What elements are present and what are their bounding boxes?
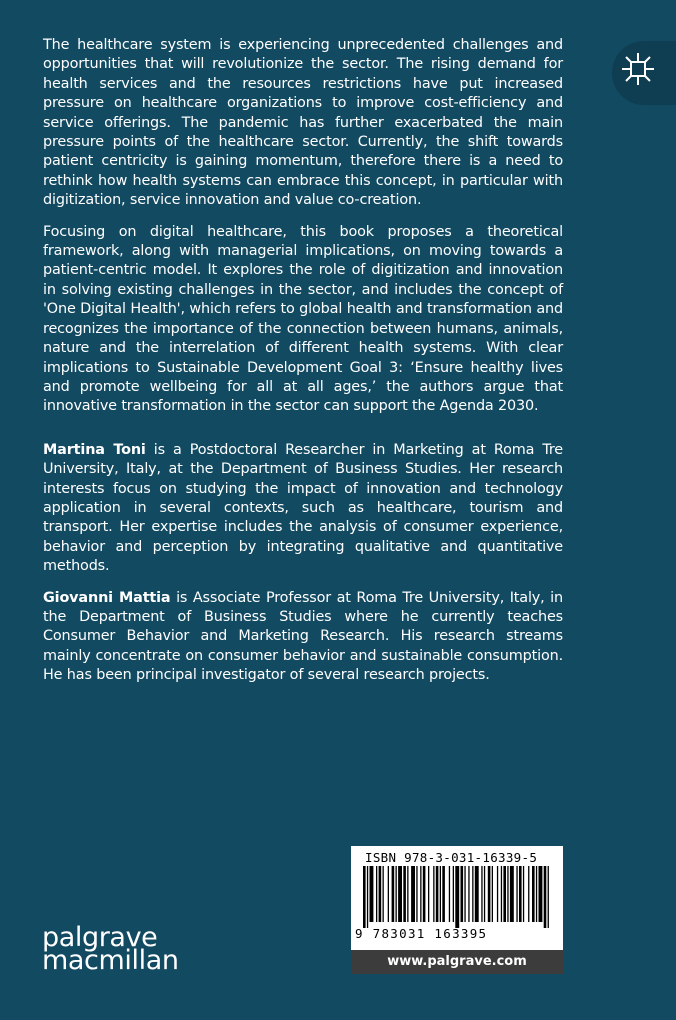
barcode-bar (420, 866, 421, 922)
barcode-bar (464, 866, 465, 922)
barcode-bar (519, 866, 522, 922)
barcode-bar (536, 866, 537, 922)
barcode-bar (453, 866, 454, 922)
barcode-bar (436, 866, 439, 922)
description-paragraph-1: The healthcare system is experiencing unprecedented challenges and opportunities that will revolutionize the sector. The rising demand for health services and the resources restrictions have put increased pressure on healthcare organizations to improve cost-efficiency and service offerings. The pandemic has further exacerbated the main pressure points of the healthcare sector. Currently, the shift towards patient centricity is gaining momentum, therefore there is a need to rethink how health systems can embrace this concept, in particular with digitization, service innovation and value co-creation. (43, 37, 563, 209)
barcode-bar (503, 866, 506, 922)
barcode-bar (532, 866, 535, 922)
barcode-bar (403, 866, 406, 922)
publisher-logo (42, 922, 179, 976)
author-bio-2 (43, 589, 563, 686)
barcode-bars (363, 866, 551, 928)
publisher-line-2: macmillan (42, 945, 179, 976)
barcode-bar (442, 866, 445, 922)
barcode-bar (379, 866, 382, 922)
barcode-bar (411, 866, 415, 922)
barcode-bar (461, 866, 464, 922)
isbn-label: ISBN 978-3-031-16339-5 (365, 850, 538, 865)
barcode-bar (516, 866, 517, 922)
barcode-bar (398, 866, 402, 922)
author-bio-text-2: is Associate Professor at Roma Tre University, Italy, in the Department of Business Studies where he currently teaches Consumer Behavior and Marketing Research. His research streams mainly concentrate on consumer behavior and sustainable consumption. He has been principal investigator of several research projects. (43, 589, 563, 684)
barcode-bar (428, 866, 429, 922)
barcode-bar (440, 866, 441, 922)
author-name-2: Giovanni Mattia (43, 589, 171, 606)
barcode-bar (492, 866, 493, 922)
back-cover-text (43, 36, 563, 698)
barcode-bar (388, 866, 389, 922)
barcode-bar (383, 866, 384, 922)
barcode-bar (396, 866, 397, 922)
author-bio-text-1: is a Postdoctoral Researcher in Marketing at Roma Tre University, Italy, at the Department of Business Studies. Her research interests focus on studying the impact of innovation and technology application in several contexts, such as healthcare, tourism and transport. Her expertise includes the analysis of consumer experience, behavior and perception by integrating qualitative and quantitative methods. (43, 441, 563, 575)
barcode-bar (449, 866, 450, 922)
barcode-bar (468, 866, 469, 922)
barcode-bar (376, 866, 377, 922)
barcode-bar (363, 866, 366, 928)
barcode-bar (488, 866, 491, 922)
barcode-bar (433, 866, 434, 922)
palgrave-mark-icon (612, 41, 676, 105)
description-paragraph-2: Focusing on digital healthcare, this book proposes a theoretical framework, along with managerial implications, on moving towards a patient-centric model. It explores the role of digitization and innovation in solving existing challenges in the sector, and includes the concept of 'One Digital Health', which refers to global health and transformation and recognizes the importance of the connection between humans, animals, nature and the interrelation of different health systems. With clear implications to Sustainable Development Goal 3: ‘Ensure healthy lives and promote wellbeing for all at all ages,’ the authors argue that innovative transformation in the sector can support the Agenda 2030. (43, 223, 563, 415)
publisher-url: www.palgrave.com (351, 950, 563, 974)
barcode-bar (475, 866, 479, 922)
barcode-bar (392, 866, 395, 922)
barcode-bar (423, 866, 426, 922)
isbn-barcode (351, 846, 563, 974)
isbn-digits: 9 783031 163395 (355, 926, 488, 941)
barcode-bar (544, 866, 547, 928)
barcode-bar (507, 866, 508, 922)
barcode-bar (484, 866, 485, 922)
barcode-bar (481, 866, 482, 922)
barcode-bar (407, 866, 408, 922)
barcode-bar (528, 866, 529, 922)
barcode-bar (501, 866, 502, 922)
publisher-line-1: palgrave (42, 922, 158, 953)
barcode-bar (416, 866, 417, 922)
barcode-bar (497, 866, 498, 922)
barcode-bar (367, 866, 368, 928)
barcode-bar (539, 866, 543, 922)
barcode-bar (370, 866, 374, 922)
author-name-1: Martina Toni (43, 441, 146, 458)
barcode-bar (523, 866, 524, 922)
author-bio-1 (43, 441, 563, 577)
barcode-bar (548, 866, 549, 928)
barcode-bar (472, 866, 473, 922)
barcode-bar (455, 866, 459, 928)
barcode-bar (510, 866, 514, 922)
